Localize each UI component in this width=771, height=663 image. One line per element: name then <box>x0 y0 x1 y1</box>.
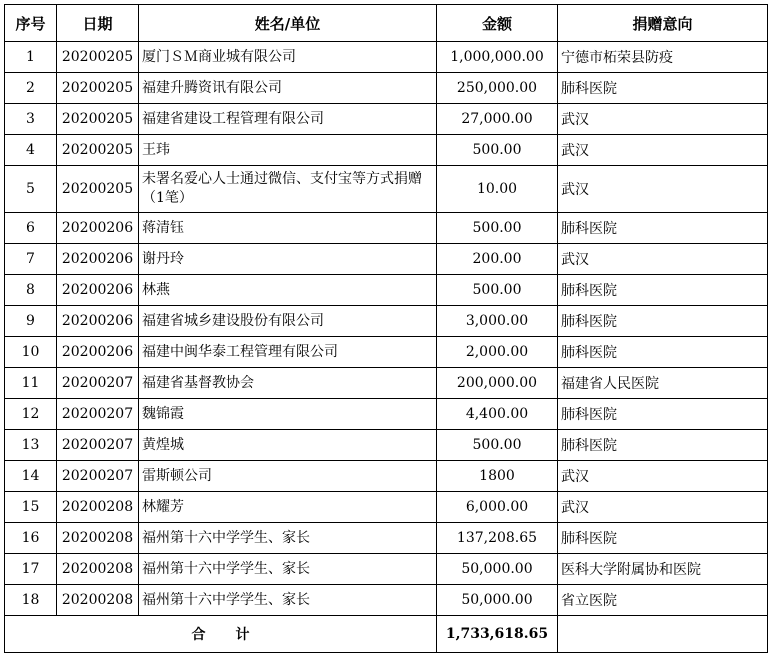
cell-date: 20200205 <box>57 166 139 213</box>
cell-no: 8 <box>5 275 57 306</box>
cell-name: 林耀芳 <box>139 492 437 523</box>
table-row <box>5 213 768 244</box>
cell-intent: 省立医院 <box>558 585 768 616</box>
cell-no: 12 <box>5 399 57 430</box>
cell-intent: 武汉 <box>558 244 768 275</box>
cell-amount: 250,000.00 <box>437 73 558 104</box>
cell-no: 3 <box>5 104 57 135</box>
cell-name: 蒋清钰 <box>139 213 437 244</box>
table-row <box>5 523 768 554</box>
cell-intent: 肺科医院 <box>558 306 768 337</box>
header-amount: 金额 <box>437 5 558 42</box>
cell-name: 福建省建设工程管理有限公司 <box>139 104 437 135</box>
cell-amount: 1,000,000.00 <box>437 42 558 73</box>
total-label-text: 合计 <box>191 627 280 643</box>
table-row <box>5 42 768 73</box>
cell-date: 20200207 <box>57 399 139 430</box>
table-row <box>5 337 768 368</box>
cell-intent: 武汉 <box>558 461 768 492</box>
cell-name: 福州第十六中学学生、家长 <box>139 554 437 585</box>
cell-name: 林燕 <box>139 275 437 306</box>
cell-amount: 4,400.00 <box>437 399 558 430</box>
cell-no: 16 <box>5 523 57 554</box>
cell-intent: 肺科医院 <box>558 430 768 461</box>
cell-amount: 500.00 <box>437 213 558 244</box>
table-row <box>5 135 768 166</box>
cell-date: 20200208 <box>57 523 139 554</box>
cell-intent: 福建省人民医院 <box>558 368 768 399</box>
cell-date: 20200208 <box>57 554 139 585</box>
cell-no: 1 <box>5 42 57 73</box>
cell-date: 20200206 <box>57 213 139 244</box>
table-row <box>5 166 768 213</box>
cell-date: 20200205 <box>57 73 139 104</box>
cell-intent: 武汉 <box>558 135 768 166</box>
cell-date: 20200208 <box>57 585 139 616</box>
cell-date: 20200206 <box>57 306 139 337</box>
cell-intent: 肺科医院 <box>558 73 768 104</box>
cell-no: 6 <box>5 213 57 244</box>
total-label <box>5 616 437 653</box>
cell-intent: 肺科医院 <box>558 337 768 368</box>
cell-amount: 50,000.00 <box>437 585 558 616</box>
cell-name: 黄煌城 <box>139 430 437 461</box>
cell-intent: 肺科医院 <box>558 523 768 554</box>
cell-name: 王玮 <box>139 135 437 166</box>
table-row <box>5 275 768 306</box>
table-row <box>5 492 768 523</box>
header-row <box>5 5 768 42</box>
table-row <box>5 306 768 337</box>
cell-name: 雷斯顿公司 <box>139 461 437 492</box>
cell-amount: 6,000.00 <box>437 492 558 523</box>
cell-date: 20200206 <box>57 244 139 275</box>
cell-no: 17 <box>5 554 57 585</box>
cell-no: 4 <box>5 135 57 166</box>
cell-amount: 1800 <box>437 461 558 492</box>
cell-amount: 3,000.00 <box>437 306 558 337</box>
table-row <box>5 554 768 585</box>
cell-amount: 200,000.00 <box>437 368 558 399</box>
cell-date: 20200207 <box>57 430 139 461</box>
table-row <box>5 104 768 135</box>
cell-intent: 肺科医院 <box>558 275 768 306</box>
donation-table <box>4 4 768 653</box>
cell-amount: 10.00 <box>437 166 558 213</box>
cell-name: 魏锦霞 <box>139 399 437 430</box>
cell-amount: 137,208.65 <box>437 523 558 554</box>
cell-name: 福州第十六中学学生、家长 <box>139 523 437 554</box>
cell-amount: 50,000.00 <box>437 554 558 585</box>
cell-name: 谢丹玲 <box>139 244 437 275</box>
header-intent: 捐赠意向 <box>558 5 768 42</box>
table-body <box>5 42 768 616</box>
cell-name: 福建升腾资讯有限公司 <box>139 73 437 104</box>
cell-amount: 500.00 <box>437 275 558 306</box>
cell-date: 20200207 <box>57 461 139 492</box>
cell-intent: 肺科医院 <box>558 399 768 430</box>
cell-no: 18 <box>5 585 57 616</box>
table-row <box>5 430 768 461</box>
total-row <box>5 616 768 653</box>
cell-no: 11 <box>5 368 57 399</box>
cell-name: 厦门ＳＭ商业城有限公司 <box>139 42 437 73</box>
total-amount: 1,733,618.65 <box>437 616 558 653</box>
cell-name: 福建中闽华泰工程管理有限公司 <box>139 337 437 368</box>
cell-intent: 医科大学附属协和医院 <box>558 554 768 585</box>
table-row <box>5 461 768 492</box>
cell-name: 福建省城乡建设股份有限公司 <box>139 306 437 337</box>
cell-date: 20200206 <box>57 275 139 306</box>
cell-name: 未署名爱心人士通过微信、支付宝等方式捐赠（1笔） <box>139 166 437 213</box>
cell-no: 7 <box>5 244 57 275</box>
cell-no: 2 <box>5 73 57 104</box>
table-row <box>5 399 768 430</box>
cell-no: 13 <box>5 430 57 461</box>
cell-date: 20200205 <box>57 104 139 135</box>
table-row <box>5 585 768 616</box>
cell-name: 福建省基督教协会 <box>139 368 437 399</box>
cell-intent: 武汉 <box>558 104 768 135</box>
cell-amount: 500.00 <box>437 135 558 166</box>
header-name: 姓名/单位 <box>139 5 437 42</box>
cell-date: 20200205 <box>57 42 139 73</box>
cell-intent: 肺科医院 <box>558 213 768 244</box>
cell-no: 5 <box>5 166 57 213</box>
cell-intent: 武汉 <box>558 492 768 523</box>
cell-amount: 200.00 <box>437 244 558 275</box>
cell-date: 20200208 <box>57 492 139 523</box>
cell-no: 10 <box>5 337 57 368</box>
cell-date: 20200206 <box>57 337 139 368</box>
header-no: 序号 <box>5 5 57 42</box>
cell-no: 14 <box>5 461 57 492</box>
cell-no: 15 <box>5 492 57 523</box>
cell-amount: 2,000.00 <box>437 337 558 368</box>
total-intent-empty <box>558 616 768 653</box>
cell-intent: 武汉 <box>558 166 768 213</box>
cell-no: 9 <box>5 306 57 337</box>
cell-date: 20200207 <box>57 368 139 399</box>
table-row <box>5 368 768 399</box>
cell-amount: 27,000.00 <box>437 104 558 135</box>
table-row <box>5 73 768 104</box>
cell-intent: 宁德市柘荣县防疫 <box>558 42 768 73</box>
cell-date: 20200205 <box>57 135 139 166</box>
cell-amount: 500.00 <box>437 430 558 461</box>
cell-name: 福州第十六中学学生、家长 <box>139 585 437 616</box>
header-date: 日期 <box>57 5 139 42</box>
table-row <box>5 244 768 275</box>
